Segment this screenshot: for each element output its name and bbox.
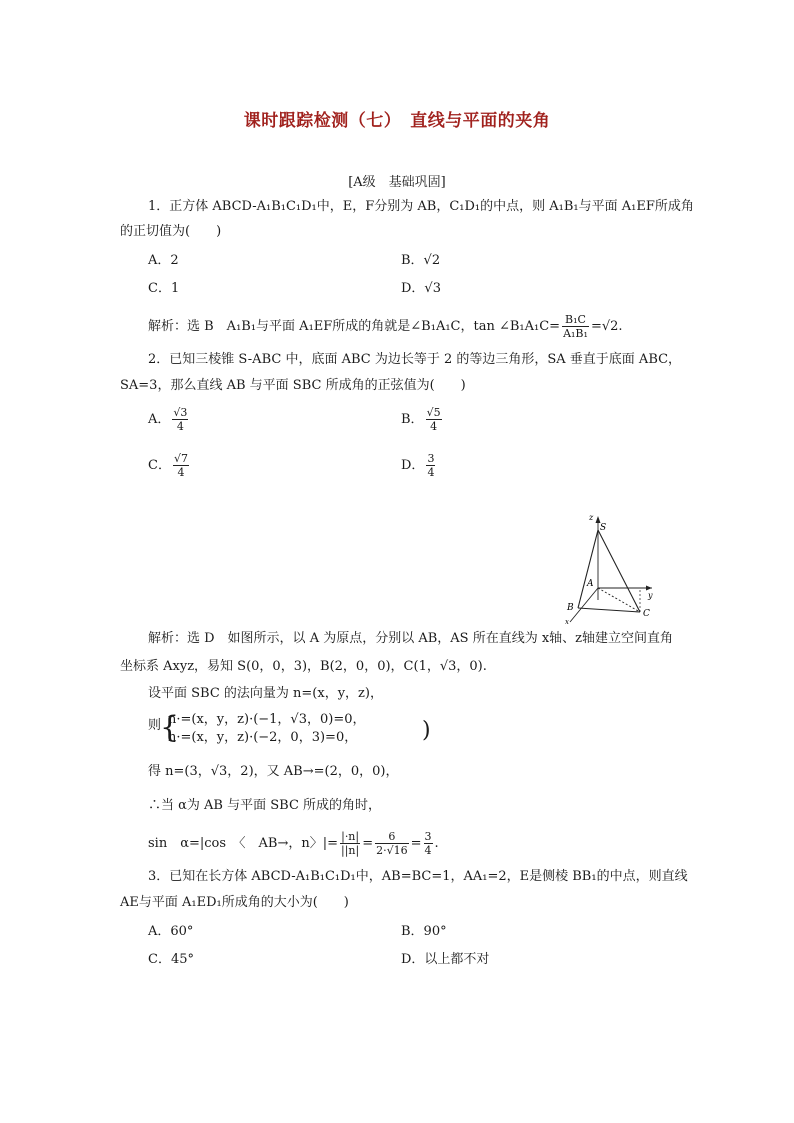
q2-option-c-fraction: [173, 452, 189, 479]
q2-fraction-3-num: 3: [424, 830, 432, 843]
q3-option-b: B．90°: [401, 924, 447, 939]
q1-option-c: C．1: [148, 281, 180, 296]
q2-solution-line3: 设平面 SBC 的法向量为 n=(x，y，z)，: [148, 686, 383, 701]
q2-option-b-fraction: [426, 406, 442, 433]
q2-option-a-den: 4: [176, 420, 184, 433]
label-z: z: [589, 513, 594, 522]
q1-option-a: A．2: [148, 253, 179, 268]
q2-solution-line1: 解析：选 D 如图所示，以 A 为原点，分别以 AB，AS 所在直线为 x轴、z轴建立空间直角: [148, 631, 674, 646]
q2-fraction-2-den: 2·√16: [376, 844, 408, 857]
q2-system-line1: n·=(x，y，z)·(−1，√3，0)=0，: [168, 712, 366, 727]
q2-option-d-label: D．: [401, 458, 425, 473]
q2-option-d-den: 4: [427, 466, 435, 479]
q1-solution-text: 解析：选 B A₁B₁与平面 A₁EF所成的角就是∠B₁A₁C，tan ∠B₁A₁C=: [148, 319, 561, 334]
q3-stem-line1: 3．已知在长方体 ABCD-A₁B₁C₁D₁中，AB=BC=1，AA₁=2，E是侧棱 BB₁的中点，则直线: [148, 869, 688, 884]
q1-solution: [148, 313, 623, 340]
q2-fraction-1-den: ||n|: [341, 844, 360, 857]
label-b: B: [567, 603, 574, 613]
q2-option-a-num: √3: [173, 406, 188, 419]
q3-stem-line2: AE与平面 A₁ED₁所成角的大小为( ): [120, 895, 349, 910]
label-a: A: [587, 579, 594, 589]
q2-fraction-2-num: 6: [375, 830, 409, 844]
q2-fraction-1-num: |·n|: [341, 830, 360, 843]
q2-option-d: [401, 452, 437, 479]
q3-option-d: D．以上都不对: [401, 952, 490, 967]
left-brace: {: [160, 710, 180, 745]
q2-solution-line2: 坐标系 Axyz，易知 S(0，0，3)，B(2，0，0)，C(1，√3，0).: [120, 659, 487, 674]
q2-solution-line6: ∴当 α为 AB 与平面 SBC 所成的角时，: [148, 798, 382, 813]
q2-option-b: [401, 406, 444, 433]
q2-solution-then-label: 则: [148, 718, 162, 733]
q2-option-c-den: 4: [177, 466, 185, 479]
pyramid-figure: [560, 510, 670, 625]
q2-fraction-1: [340, 830, 360, 857]
label-x: x: [565, 618, 569, 625]
q2-option-c-label: C．: [148, 458, 171, 473]
label-c: C: [643, 609, 650, 619]
q1-option-d: D．√3: [401, 281, 441, 296]
q2-option-c-num: √7: [173, 452, 188, 465]
edge-sb: [578, 530, 598, 608]
q2-fraction-2: [375, 830, 409, 857]
q3-option-c: C．45°: [148, 952, 194, 967]
q1-stem-line2: 的正切值为( ): [120, 224, 222, 239]
q1-fraction-denominator: A₁B₁: [563, 327, 588, 340]
q1-solution-end: =√2.: [590, 319, 623, 334]
y-axis-arrow: [646, 586, 652, 591]
q3-option-a: A．60°: [148, 924, 194, 939]
q2-option-b-label: B．: [401, 412, 424, 427]
edge-bc: [578, 608, 640, 612]
z-axis-arrow: [596, 516, 601, 523]
q1-option-b: B．√2: [401, 253, 441, 268]
q2-option-c: [148, 452, 191, 479]
label-s: S: [600, 523, 607, 533]
q2-fraction-3: [424, 830, 433, 857]
q2-option-b-den: 4: [430, 420, 438, 433]
x-axis: [570, 588, 598, 622]
q2-solution-line7: sin α=|cos 〈 AB→，n〉|= $\frac{|\cdot n|}{||n|}$ = $\frac{6}{2\cdot√16}$ = $\frac{3}{4}$ .: [148, 830, 439, 857]
q2-option-a-fraction: [172, 406, 188, 433]
page-title: 课时跟踪检测（七） 直线与平面的夹角: [243, 111, 551, 131]
q2-stem-line1: 2．已知三棱锥 S-ABC 中，底面 ABC 为边长等于 2 的等边三角形，SA 垂直于底面 ABC，: [148, 352, 682, 367]
right-paren: ): [422, 718, 431, 743]
label-y: y: [648, 591, 653, 600]
q2-option-a: [148, 406, 190, 433]
q2-system-line2: n·=(x，y，z)·(−2，0，3)=0，: [168, 730, 358, 745]
q1-solution-fraction: [562, 313, 589, 340]
q2-option-d-fraction: [426, 452, 435, 479]
q2-option-d-num: 3: [427, 452, 435, 465]
section-heading: [A级 基础巩固]: [348, 175, 446, 190]
q2-solution-line5: 得 n=(3，√3，2)，又 AB→=(2，0，0)，: [148, 764, 399, 779]
q1-stem-line1: 1．正方体 ABCD-A₁B₁C₁D₁中，E，F分别为 AB，C₁D₁的中点，则 A₁B₁与平面 A₁EF所成角: [148, 199, 694, 214]
q1-fraction-numerator: B₁C: [562, 313, 589, 327]
q2-fraction-3-den: 4: [424, 844, 432, 857]
q2-solution-end: .: [434, 836, 439, 851]
q2-option-b-num: √5: [426, 406, 441, 419]
q2-sin-expression: sin α=|cos 〈 AB→，n〉|=: [148, 836, 339, 851]
q2-option-a-label: A．: [148, 412, 171, 427]
q2-stem-line2: SA=3，那么直线 AB 与平面 SBC 所成角的正弦值为( ): [120, 378, 466, 393]
